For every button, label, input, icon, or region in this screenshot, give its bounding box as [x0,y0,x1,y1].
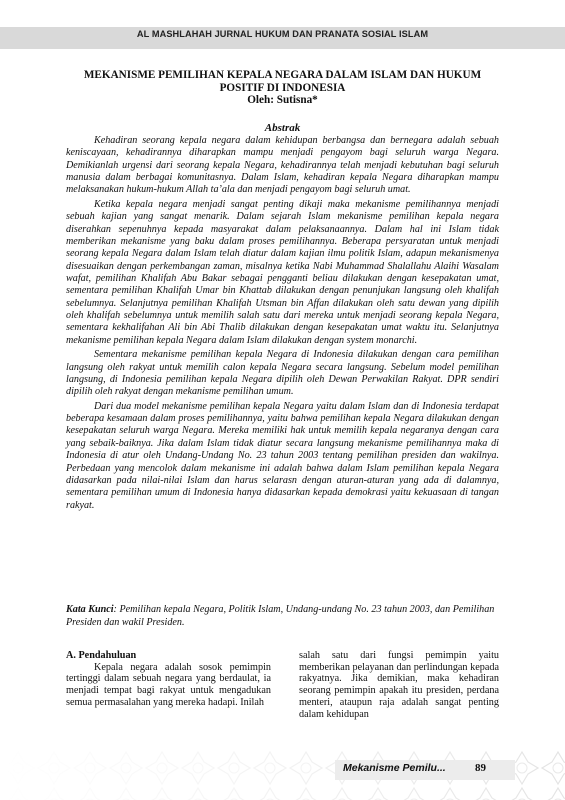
abstract-paragraph: Sementara mekanisme pemilihan kepala Negara di Indonesia dilakukan dengan cara pemilihan langsung oleh rakyat untuk memilih calon kepala Negara secara langsung. Sebelum model pemilihan langsung, di Indonesia pemilihan kepala Negara dipilih oleh Dewan Perwakilan Rakyat. DPR sendiri dipilih oleh rakyat dengan mekanisme pemilihan umum. [66,349,499,398]
article-title [60,69,505,94]
author-line: Oleh: Sutisna* [247,94,318,106]
running-title: Mekanisme Pemilu... [343,762,446,774]
article-title-line-1: MEKANISME PEMILIHAN KEPALA NEGARA DALAM ISLAM DAN HUKUM [83,69,482,81]
abstract-paragraph: Kehadiran seorang kepala negara dalam kehidupan berbangsa dan bernegara adalah sebuah keniscayaan, kehadirannya diharapkan mampu menjadi pengayom bagi seluruh warga Negara. Demikianlah urgensi dari seorang kepala Negara, kehadirannya telah menjadi kebutuhan bagi seluruh manusia dalam berbagai komunitasnya. Dalam Islam, kehadiran kepala Negara diharapkan mampu melaksanakan hukum-hukum Allah ta’ala dan menjadi pengayom bagi seluruh umat. [66,135,499,196]
page-number: 89 [475,762,486,774]
section-heading: A. Pendahuluan [66,650,137,661]
keywords-text: : Pemilihan kepala Negara, Politik Islam, Undang-undang No. 23 tahun 2003, dan Pemilihan Presiden dan wakil Presiden. [66,604,495,628]
keywords [66,604,499,629]
keywords-label: Kata Kunci [66,604,114,615]
article-title-line-2: POSITIF DI INDONESIA [219,81,346,94]
abstract-paragraph: Ketika kepala negara menjadi sangat penting dikaji maka mekanisme pemilihannya menjadi sebuah kajian yang sangat menarik. Dalam sejarah Islam mekanisme pemilihan kepala negara diserahkan sepenuhnya kepada masyarakat dalam pelaksanaannya. Dalam hal ini Islam tidak memberikan mekanisme yang baku dalam proses pemilihannya. Beberapa persyaratan untuk menjadi seorang kepala Negara dalam Islam telah diatur dalam kajian ilmu politik Islam, adapun mekanismenya disesuaikan dengan perkembangan zaman, misalnya ketika Nabi Muhammad Shalallahu Alaihi Wasalam wafat, pemilihan Khalifah Abu Bakar sebagai pengganti beliau dilakukan dengan kesepakatan umat, sementara pemilihan Khalifah Umar bin Khattab dilakukan dengan penunjukan langsung oleh khalifah sebelumnya. Selanjutnya pemilihan Khalifah Utsman bin Affan dilakukan oleh satu dewan yang dipilih oleh khalifah sebelumnya untuk memilih salah satu dari mereka untuk menjadi seorang kepala Negara, sementara kekhalifahan Ali bin Abi Thalib dilakukan dengan kesepakatan umat waktu itu. Selanjutnya mekanisme pemilihan kepala Negara dalam Islam dilakukan dengan system monarchi. [66,198,499,346]
body-paragraph-continued: salah satu dari fungsi pemimpin yaitu memberikan pelayanan dan perlindungan kepada rakyatnya. Jika demikian, maka kehadiran seorang pemimpin apakah itu presiden, perdana menteri, ataupun raja adalah sangat penting dalam kehidupan [299,650,499,720]
abstract-heading: Abstrak [264,122,301,134]
body-paragraph: Kepala negara adalah sosok pemimpin tertinggi dalam sebuah negara yang berdaulat, ia menjadi tempat bagi rakyat untuk mengadukan semua permasalahan yang mereka hadapi. Inilah [66,661,271,708]
body-column-left [66,650,271,709]
abstract-body [66,135,499,514]
body-column-right [299,650,499,720]
journal-header: AL MASHLAHAH JURNAL HUKUM DAN PRANATA SOSIAL ISLAM [136,29,429,39]
abstract-paragraph: Dari dua model mekanisme pemilihan kepala Negara yaitu dalam Islam dan di Indonesia terdapat beberapa kesamaan dalam proses pemilihannya, yaitu bahwa pemilihan kepala Negara dilakukan dengan kesepakatan seluruh warga Negara. Mereka memiliki hak untuk memilih kepala negaranya dengan cara yang sebaik-baiknya. Jika dalam Islam tidak diatur secara langsung mekanisme pemilihannya maka di Indonesia di atur oleh Undang-Undang No. 23 tahun 2003 tentang pemilihan presiden dan wakilnya. Perbedaan yang mencolok dalam mekanisme ini adalah bahwa dalam Islam pemilihan kepala Negara didasarkan pada nilai-nilai Islam dan harus selarasn dengan aturan-aturan yang ada di dalamnya, sementara pemilihan umum di Indonesia hanya didasarkan kepada demokrasi yaitu kekuasaan di tangan rakyat. [66,400,499,511]
